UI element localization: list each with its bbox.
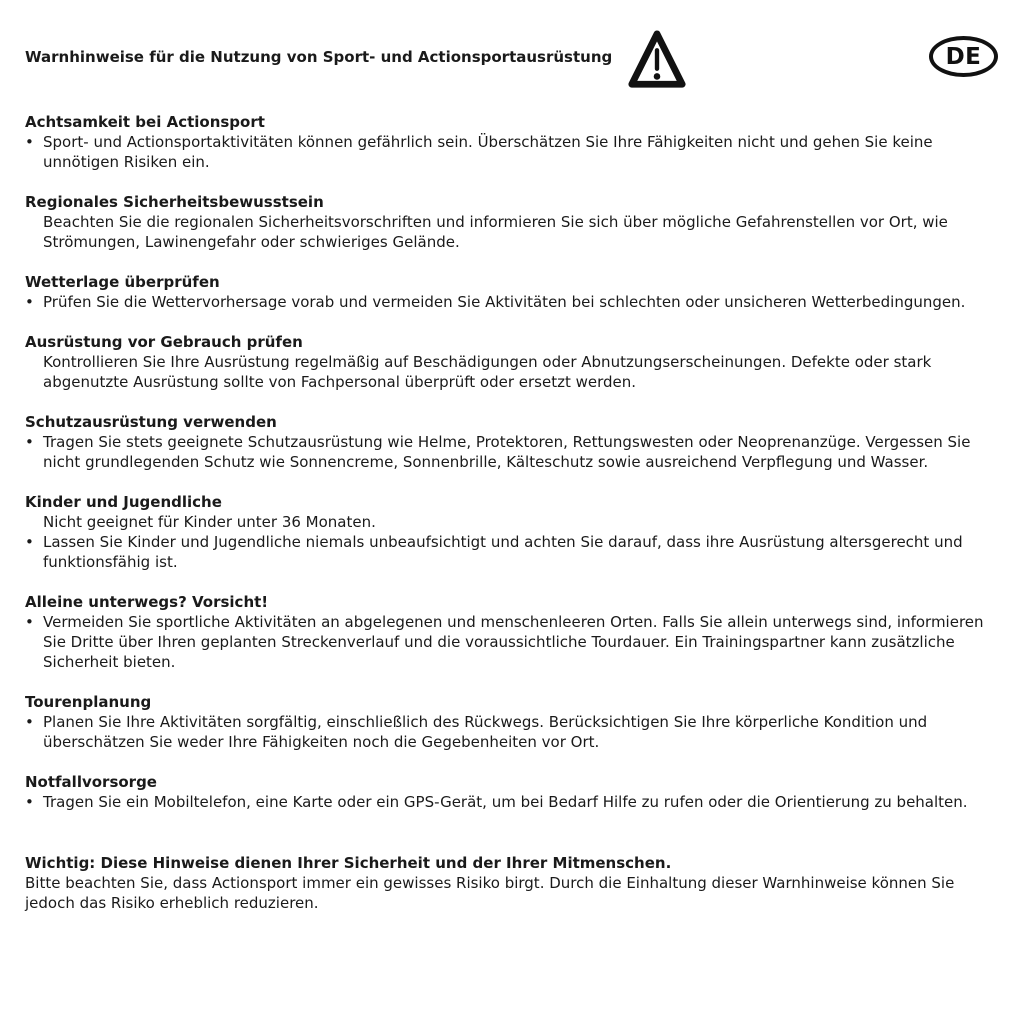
section-heading: Schutzausrüstung verwenden bbox=[25, 413, 277, 431]
list-item bbox=[25, 432, 998, 472]
list-item-text: Lassen Sie Kinder und Jugendliche niemals unbeaufsichtigt und achten Sie darauf, dass ihre Ausrüstung altersgerecht und funktionsfähig ist. bbox=[43, 533, 963, 571]
bullet-marker: • bbox=[25, 793, 34, 811]
list-item bbox=[25, 532, 998, 572]
section-achtsamkeit bbox=[25, 112, 998, 172]
list-item-text: Prüfen Sie die Wettervorhersage vorab und vermeiden Sie Aktivitäten bei schlechten oder unsicheren Wetterbedingungen. bbox=[43, 293, 966, 311]
bullet-marker: • bbox=[25, 133, 34, 151]
important-note-text: Bitte beachten Sie, dass Actionsport immer ein gewisses Risiko birgt. Durch die Einhaltung dieser Warnhinweise können Sie jedoch das Risiko erheblich reduzieren. bbox=[25, 874, 955, 912]
document-header bbox=[25, 28, 998, 92]
section-wetterlage bbox=[25, 272, 998, 312]
list-item bbox=[25, 792, 998, 812]
list-item bbox=[25, 512, 998, 532]
list-item-text: Beachten Sie die regionalen Sicherheitsvorschriften und informieren Sie sich über mögliche Gefahrenstellen vor Ort, wie Strömungen, Lawinengefahr oder schwieriges Gelände. bbox=[43, 213, 948, 251]
list-item bbox=[25, 352, 998, 392]
section-heading: Ausrüstung vor Gebrauch prüfen bbox=[25, 333, 303, 351]
list-item bbox=[25, 292, 998, 312]
section-heading: Notfallvorsorge bbox=[25, 773, 157, 791]
de-language-badge: DE bbox=[929, 36, 998, 77]
bullet-marker: • bbox=[25, 713, 34, 731]
list-item bbox=[25, 712, 998, 752]
list-item-text: Planen Sie Ihre Aktivitäten sorgfältig, einschließlich des Rückwegs. Berücksichtigen Sie Ihre körperliche Kondition und überschätzen Sie weder Ihre Fähigkeiten noch die Gegebenheiten vor Ort. bbox=[43, 713, 928, 751]
section-heading: Wetterlage überprüfen bbox=[25, 273, 220, 291]
section-alleine-unterwegs bbox=[25, 592, 998, 672]
list-item bbox=[25, 132, 998, 172]
important-note-heading: Wichtig: Diese Hinweise dienen Ihrer Sicherheit und der Ihrer Mitmenschen. bbox=[25, 854, 672, 872]
bullet-marker: • bbox=[25, 613, 34, 631]
warning-triangle-icon bbox=[626, 28, 688, 92]
section-regionales bbox=[25, 192, 998, 252]
list-item bbox=[25, 612, 998, 672]
list-item bbox=[25, 212, 998, 252]
section-schutzausruestung bbox=[25, 412, 998, 472]
section-heading: Kinder und Jugendliche bbox=[25, 493, 222, 511]
section-heading: Achtsamkeit bei Actionsport bbox=[25, 113, 265, 131]
bullet-marker: • bbox=[25, 433, 34, 451]
list-item-text: Vermeiden Sie sportliche Aktivitäten an abgelegenen und menschenleeren Orten. Falls Sie allein unterwegs sind, informieren Sie Dritte über Ihren geplanten Streckenverlauf und die voraussichtliche Tourdauer. Ein Trainingspartner kann zusätzliche Sicherheit bieten. bbox=[43, 613, 984, 671]
bullet-marker: • bbox=[25, 533, 34, 551]
section-heading: Alleine unterwegs? Vorsicht! bbox=[25, 593, 269, 611]
section-ausruestung bbox=[25, 332, 998, 392]
section-heading: Regionales Sicherheitsbewusstsein bbox=[25, 193, 324, 211]
important-note bbox=[25, 853, 998, 913]
list-item-text: Tragen Sie ein Mobiltelefon, eine Karte oder ein GPS-Gerät, um bei Bedarf Hilfe zu rufen oder die Orientierung zu behalten. bbox=[43, 793, 968, 811]
page-title: Warnhinweise für die Nutzung von Sport- und Actionsportausrüstung bbox=[25, 48, 613, 66]
section-notfallvorsorge bbox=[25, 772, 998, 812]
bullet-marker: • bbox=[25, 293, 34, 311]
list-item-text: Sport- und Actionsportaktivitäten können gefährlich sein. Überschätzen Sie Ihre Fähigkeiten nicht und gehen Sie keine unnötigen Risiken ein. bbox=[43, 133, 933, 171]
section-heading: Tourenplanung bbox=[25, 693, 152, 711]
list-item-text: Tragen Sie stets geeignete Schutzausrüstung wie Helme, Protektoren, Rettungswesten oder Neoprenanzüge. Vergessen Sie nicht grundlegenden Schutz wie Sonnencreme, Sonnenbrille, Kälteschutz sowie ausreichend Verpflegung und Wasser. bbox=[43, 433, 971, 471]
list-item-text: Kontrollieren Sie Ihre Ausrüstung regelmäßig auf Beschädigungen oder Abnutzungserscheinungen. Defekte oder stark abgenutzte Ausrüstung sollte von Fachpersonal überprüft oder ersetzt werden. bbox=[43, 353, 932, 391]
list-item-text: Nicht geeignet für Kinder unter 36 Monaten. bbox=[43, 513, 376, 531]
section-tourenplanung bbox=[25, 692, 998, 752]
section-kinder bbox=[25, 492, 998, 572]
